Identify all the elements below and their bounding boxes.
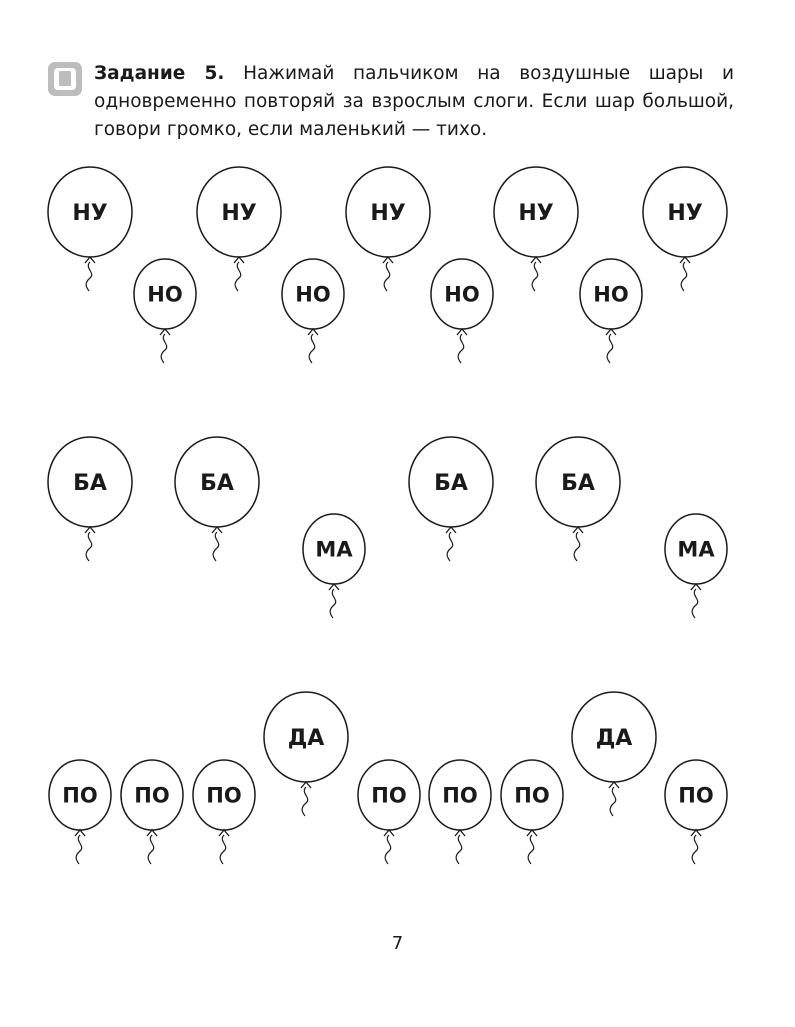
balloon-string: [692, 589, 698, 618]
balloon-big[interactable]: [409, 437, 493, 561]
balloon-small[interactable]: [193, 760, 255, 864]
balloon-big[interactable]: [494, 167, 578, 291]
balloon-string: [330, 589, 336, 618]
balloon-syllable: НУ: [221, 200, 257, 226]
balloon-string: [610, 787, 616, 816]
balloon-syllable: НУ: [72, 200, 108, 226]
balloon-syllable: НУ: [518, 200, 554, 226]
balloon-small[interactable]: [580, 259, 642, 363]
balloon-string: [681, 262, 687, 291]
balloon-syllable: БА: [434, 470, 468, 496]
balloon-string: [220, 835, 226, 864]
balloon-syllable: БА: [561, 470, 595, 496]
balloon-string: [235, 262, 241, 291]
balloon-small[interactable]: [665, 760, 727, 864]
balloon-syllable: БА: [200, 470, 234, 496]
balloon-string: [458, 334, 464, 363]
balloon-string: [86, 262, 92, 291]
balloon-small[interactable]: [431, 259, 493, 363]
balloon-small[interactable]: [665, 514, 727, 618]
task-text: Нажимай пальчиком на воздушные шары и одновременно повторяй за взрослым слоги. Если шар большой, говори громко, если маленький — тихо.: [94, 63, 734, 140]
balloon-small[interactable]: [303, 514, 365, 618]
balloon-small[interactable]: [49, 760, 111, 864]
balloon-syllable: ПО: [134, 783, 170, 808]
balloon-big[interactable]: [643, 167, 727, 291]
balloon-syllable: МА: [315, 537, 353, 562]
balloon-big[interactable]: [197, 167, 281, 291]
balloon-syllable: НО: [444, 282, 480, 307]
balloon-big[interactable]: [264, 692, 348, 816]
balloon-big[interactable]: [572, 692, 656, 816]
balloon-syllable: НУ: [370, 200, 406, 226]
balloon-string: [692, 835, 698, 864]
balloon-string: [302, 787, 308, 816]
balloon-syllable: ПО: [371, 783, 407, 808]
balloon-string: [161, 334, 167, 363]
balloon-small[interactable]: [501, 760, 563, 864]
balloon-syllable: НО: [295, 282, 331, 307]
balloon-big[interactable]: [175, 437, 259, 561]
balloon-syllable: НУ: [667, 200, 703, 226]
balloon-syllable: ПО: [514, 783, 550, 808]
balloon-string: [574, 532, 580, 561]
balloon-string: [385, 835, 391, 864]
balloon-string: [76, 835, 82, 864]
balloon-small[interactable]: [358, 760, 420, 864]
balloon-syllable: МА: [677, 537, 715, 562]
balloon-small[interactable]: [134, 259, 196, 363]
page-number: 7: [391, 933, 404, 954]
balloon-syllable: ДА: [287, 725, 325, 751]
balloon-string: [447, 532, 453, 561]
balloon-small[interactable]: [121, 760, 183, 864]
balloon-small[interactable]: [282, 259, 344, 363]
balloon-string: [309, 334, 315, 363]
balloon-syllable: ПО: [442, 783, 478, 808]
balloon-big[interactable]: [48, 437, 132, 561]
balloon-big[interactable]: [48, 167, 132, 291]
balloon-syllable: НО: [147, 282, 183, 307]
balloon-string: [148, 835, 154, 864]
balloon-string: [607, 334, 613, 363]
task-label: Задание 5.: [94, 63, 225, 84]
balloon-syllable: ДА: [595, 725, 633, 751]
balloon-syllable: ПО: [206, 783, 242, 808]
balloon-string: [86, 532, 92, 561]
balloon-small[interactable]: [429, 760, 491, 864]
balloon-syllable: НО: [593, 282, 629, 307]
balloon-string: [384, 262, 390, 291]
balloon-syllable: ПО: [62, 783, 98, 808]
balloon-big[interactable]: [346, 167, 430, 291]
balloon-string: [213, 532, 219, 561]
balloon-string: [532, 262, 538, 291]
balloon-string: [456, 835, 462, 864]
balloon-string: [528, 835, 534, 864]
balloon-syllable: ПО: [678, 783, 714, 808]
balloon-syllable: БА: [73, 470, 107, 496]
balloon-big[interactable]: [536, 437, 620, 561]
